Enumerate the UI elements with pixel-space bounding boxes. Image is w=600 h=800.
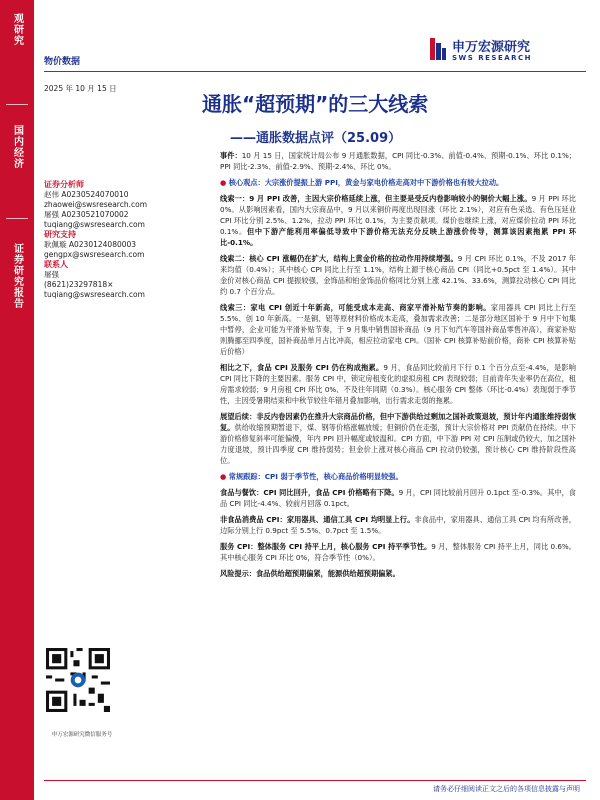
drag-lead: 相比之下，食品 CPI 及服务 CPI 仍在构成拖累。: [220, 363, 384, 372]
clue-one-lead: 线索一：9 月 PPI 改善，主因大宗价格延续上涨，但主要是受反内卷影响较小的铜价大幅上涨。: [220, 194, 532, 203]
logo-text-en: SWS RESEARCH: [452, 54, 533, 62]
clue-three-text: 家用器具 CPI 同比上行至 5.5%、创 10 年新高。一是铜、铝等原材料价格成本走高，叠加需求改善；二是部分地区国补于 9 月中下旬集中暂停，企业可能为平滑补贴节奏，于 9 月集中销售国补商品（9 月下旬汽车等国补商品零售冲高），商家补贴则腾挪至四季度，国补商品单月占比冲高，相应拉动家电 CPI。（国补 CPI 核算补贴前价格，商补 CPI 核算补贴后价格）: [220, 303, 576, 356]
risk-paragraph: [220, 568, 576, 579]
assistant-line: 耿佩璇 A0230124080003: [44, 240, 137, 249]
report-subtitle: ——通胀数据点评（25.09）: [230, 131, 402, 146]
food-lead: 食品与餐饮：CPI 同比回升，食品 CPI 价格略有下降。: [220, 488, 399, 497]
clue-one-tail: 但中下游产能利用率偏低导致中下游价格无法充分反映上游涨价传导，测算该因素拖累 PPI 环比-0.1%。: [220, 227, 577, 247]
sidebar-tag-macro: 观研究: [11, 12, 23, 46]
event-label: 事件：: [220, 151, 242, 160]
nonfood-paragraph: [220, 514, 576, 536]
food-text: 9 月，CPI 同比较前月回升 0.1pct 至-0.3%。其中，食品 CPI 同比-4.4%、较前月回落 0.1pct。: [220, 488, 576, 508]
disclaimer-link[interactable]: 请务必仔细阅读正文之后的各项信息披露与声明: [433, 785, 580, 793]
drag-paragraph: [220, 362, 576, 406]
assistant-heading: 研究支持: [44, 230, 76, 239]
nonfood-lead: 非食品消费品 CPI：家用器具、通信工具 CPI 均明显上行。: [220, 515, 415, 524]
analyst-email: zhaowei@swsresearch.com: [44, 200, 148, 209]
sidebar-divider: [6, 218, 28, 219]
nonfood-text: 非食品中，家用器具、通信工具 CPI 均有所改善，边际分别上行 0.9pct 至 5.5%、0.7pct 至 1.5%。: [220, 515, 576, 535]
analyst-heading: 证券分析师: [44, 180, 84, 189]
logo-mark-icon: [430, 38, 446, 60]
tracking-heading: 常规跟踪：CPI 弱于季节性，核心商品价格明显较强。: [228, 472, 403, 481]
service-lead: 服务 CPI：整体服务 CPI 持平上月，核心服务 CPI 持平季节性。: [220, 542, 432, 551]
section-heading: [220, 471, 576, 482]
contact-email: tuqiang@swsresearch.com: [44, 290, 145, 299]
analyst-email: tuqiang@swsresearch.com: [44, 220, 145, 229]
clue-three-paragraph: [220, 302, 576, 357]
qr-code: [46, 648, 110, 712]
clue-two-lead: 线索二：核心 CPI 涨幅仍在扩大，结构上黄金价格的拉动作用持续增强。: [220, 254, 458, 263]
analyst-line: 赵伟 A0230524070010: [44, 190, 129, 199]
clue-three-lead: 线索三：家电 CPI 创近十年新高，可能受成本走高、商家平滑补贴节奏的影响。: [220, 303, 491, 312]
risk-text: 食品供给超预期偏紧，能源供给超预期偏紧。: [255, 569, 400, 578]
outlook-text: 供给收缩预期暂退下，煤、钢等价格涨幅放缓；但铜价仍在走强，预计大宗价格对 PPI 贡献仍在持续。中下游价格修复斜率可能偏慢，年内 PPI 回升幅度或较温和。CPI 方面，中下游 PPI 对 CPI 压制或仍较大，加之国补力度退坡，预计四季度 CPI 维持弱势；但金价上涨对核心商品 CPI 拉动仍较强，预计核心 CPI 维持阶段性高位。: [220, 423, 576, 465]
bullet-icon: ●: [220, 178, 229, 187]
contact-heading: 联系人: [44, 260, 68, 269]
qr-caption: 申万宏源研究微信服务号: [51, 732, 113, 738]
bullet-icon: ●: [220, 472, 229, 481]
sidebar-tag-securities-report: 证券研究报告: [11, 243, 23, 309]
service-paragraph: [220, 541, 576, 563]
company-logo: [430, 36, 576, 66]
logo-text-cn: 申万宏源研究: [452, 40, 531, 55]
section-heading: [220, 177, 576, 188]
footer-rule: [44, 780, 586, 781]
event-text: 10 月 15 日，国家统计局公布 9 月通胀数据，CPI 同比-0.3%、前值-0.4%、预期-0.1%、环比 0.1%；PPI 同比-2.3%、前值-2.9%、预期-2.4%、环比 0%。: [220, 151, 576, 171]
analyst-line: 屠强 A0230521070002: [44, 210, 129, 219]
report-title: 通胀“超预期”的三大线索: [202, 92, 429, 116]
category-label: 物价数据: [44, 57, 81, 67]
clue-two-text: 9 月 CPI 环比 0.1%，不及 2017 年来均值（0.4%）；其中核心 CPI 同比上行至 1.1%，结构上源于核心商品 CPI（同比+0.5pct 至 1.4%）。其中金价对核心商品 CPI 提振较强，金饰品和铂金饰品价格同比分别上涨 42.1%、33.6%，测算拉动核心 CPI 同比约 0.7 个百分点。: [220, 254, 576, 296]
report-body: [220, 150, 576, 584]
event-paragraph: [220, 150, 576, 172]
contact-phone: (8621)23297818×: [44, 280, 114, 289]
sidebar-tag-domestic-economy: 国内经济: [11, 125, 23, 169]
analyst-block: [44, 180, 162, 300]
sidebar-divider: [6, 104, 28, 105]
header-rule: [44, 71, 586, 72]
risk-label: 风险提示：: [220, 569, 256, 578]
outlook-lead: 展望后续：非反内卷因素仍在推升大宗商品价格，但中下游供给过剩加之国补政策退坡，预计年内通胀维持弱恢复。: [220, 412, 576, 432]
food-paragraph: [220, 487, 576, 509]
clue-one-paragraph: [220, 193, 576, 248]
outlook-paragraph: [220, 411, 576, 466]
clue-one-text: 9 月 PPI 环比 0%。从影响因素看，国内大宗商品中，9 月以来铜价再度出现回涨（环比 2.1%），对应有色采选、有色压延业 CPI 环比分别 2.5%、1.2%，拉动 PPI 环比 0.1%，为主要贡献项。煤价也继续上涨，对应煤价拉动 PPI 环比 0.1%。: [220, 194, 576, 236]
assistant-email: gengpx@swsresearch.com: [44, 250, 145, 259]
clue-two-paragraph: [220, 253, 576, 297]
core-view-heading: 核心观点：大宗涨价提振上游 PPI，黄金与家电价格走高对中下游价格也有较大拉动。: [228, 178, 504, 187]
contact-name: 屠强: [44, 270, 59, 279]
report-date: 2025 年 10 月 15 日: [44, 84, 117, 93]
service-text: 9 月，整体服务 CPI 持平上月，同比 0.6%。其中核心服务 CPI 环比 0%，符合季节性（0%）。: [220, 542, 576, 562]
drag-text: 9 月，食品同比较前月下行 0.1 个百分点至-4.4%，是影响 CPI 同比下降的主要因素。服务 CPI 中，锁定房租变化的虚拟房租 CPI 表现较弱；目前青年失业率仍在高位，租房需求较弱；9 月房租 CPI 环比 0%、不及往年同期（0.3%）。核心服务 CPI 整体（环比-0.4%）表现弱于季节性，主因受暑期结束和中秋节较往年错月叠加影响，出行需求走弱的拖累。: [220, 363, 576, 405]
